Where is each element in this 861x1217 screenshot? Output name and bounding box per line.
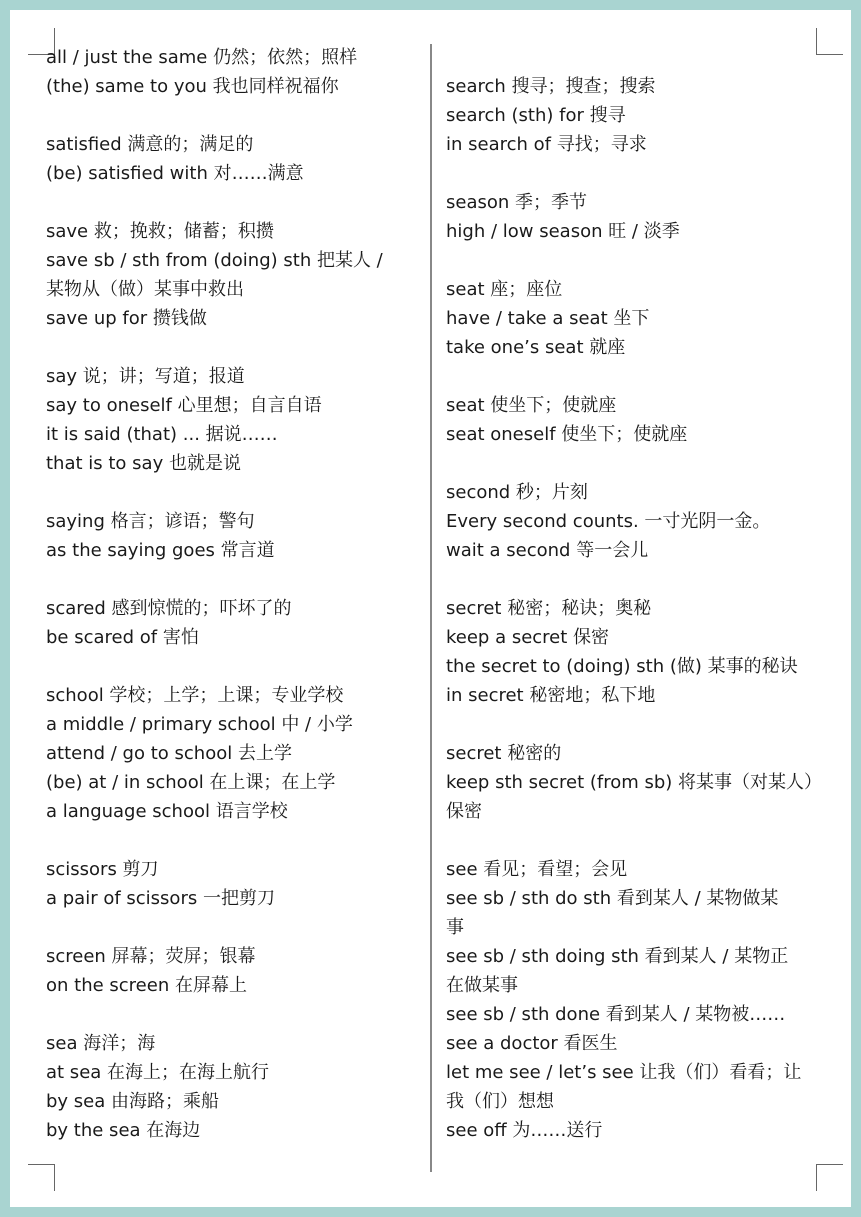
blank-line: [446, 710, 826, 739]
vocab-line: all / just the same 仍然；依然；照样: [46, 47, 358, 68]
blank-line: [46, 826, 416, 855]
vocab-line: 在做某事: [446, 975, 518, 996]
vocab-line: 事: [446, 917, 464, 938]
vocab-line: see sb / sth done 看到某人 / 某物被……: [446, 1004, 786, 1025]
vocab-line: have / take a seat 坐下: [446, 308, 650, 329]
vocab-line: see 看见；看望；会见: [446, 859, 628, 880]
vocab-line: satisfied 满意的；满足的: [46, 134, 254, 155]
crop-mark-bottom-left: [28, 1164, 55, 1191]
vocab-line: scissors 剪刀: [46, 859, 159, 880]
vocab-line: by the sea 在海边: [46, 1120, 201, 1141]
vocab-line: save 救；挽救；储蓄；积攒: [46, 221, 274, 242]
vocab-line: save up for 攒钱做: [46, 308, 207, 329]
vocab-line: secret 秘密的: [446, 743, 562, 764]
vocab-line: search 搜寻；搜查；搜索: [446, 76, 656, 97]
vocab-line: a pair of scissors 一把剪刀: [46, 888, 275, 909]
blank-line: [46, 101, 416, 130]
crop-mark-bottom-right: [816, 1164, 843, 1191]
vocab-line: keep a secret 保密: [446, 627, 610, 648]
vocab-line: say to oneself 心里想；自言自语: [46, 395, 322, 416]
vocab-line: 保密: [446, 801, 482, 822]
blank-line: [446, 159, 826, 188]
vocab-line: let me see / let’s see 让我（们）看看；让: [446, 1062, 802, 1083]
vocab-line: scared 感到惊慌的；吓坏了的: [46, 598, 292, 619]
blank-line: [46, 652, 416, 681]
vocab-line: 某物从（做）某事中救出: [46, 279, 244, 300]
vocab-line: 我（们）想想: [446, 1091, 554, 1112]
blank-line: [46, 333, 416, 362]
vocab-line: seat 使坐下；使就座: [446, 395, 617, 416]
vocab-line: be scared of 害怕: [46, 627, 199, 648]
vocab-line: see sb / sth do sth 看到某人 / 某物做某: [446, 888, 779, 909]
vocab-line: say 说；讲；写道；报道: [46, 366, 245, 387]
vocab-line: the secret to (doing) sth (做) 某事的秘诀: [446, 656, 798, 677]
vocab-line: attend / go to school 去上学: [46, 743, 292, 764]
blank-line: [446, 449, 826, 478]
blank-line: [46, 1000, 416, 1029]
vocab-line: (be) satisfied with 对……满意: [46, 163, 304, 184]
vocab-line: in secret 秘密地；私下地: [446, 685, 656, 706]
vocab-line: season 季；季节: [446, 192, 588, 213]
document-page: [10, 10, 851, 1207]
vocab-line: as the saying goes 常言道: [46, 540, 275, 561]
blank-line: [46, 188, 416, 217]
vocab-line: that is to say 也就是说: [46, 453, 241, 474]
blank-line: [446, 362, 826, 391]
vocab-line: save sb / sth from (doing) sth 把某人 /: [46, 250, 383, 271]
vocab-line: (the) same to you 我也同样祝福你: [46, 76, 339, 97]
vocab-line: take one’s seat 就座: [446, 337, 626, 358]
column-divider: [430, 44, 432, 1172]
vocab-line: seat 座；座位: [446, 279, 563, 300]
right-column: [446, 43, 826, 1145]
vocab-line: keep sth secret (from sb) 将某事（对某人）: [446, 772, 823, 793]
vocab-line: in search of 寻找；寻求: [446, 134, 647, 155]
vocab-line: see a doctor 看医生: [446, 1033, 618, 1054]
vocab-line: a language school 语言学校: [46, 801, 288, 822]
vocab-line: secret 秘密；秘诀；奥秘: [446, 598, 652, 619]
vocab-line: second 秒；片刻: [446, 482, 588, 503]
vocab-line: screen 屏幕；荧屏；银幕: [46, 946, 256, 967]
vocab-line: by sea 由海路；乘船: [46, 1091, 220, 1112]
vocab-line: seat oneself 使坐下；使就座: [446, 424, 688, 445]
vocab-line: at sea 在海上；在海上航行: [46, 1062, 270, 1083]
blank-line: [446, 826, 826, 855]
vocab-line: school 学校；上学；上课；专业学校: [46, 685, 344, 706]
blank-line: [446, 43, 826, 72]
vocab-line: it is said (that) ... 据说……: [46, 424, 278, 445]
vocab-line: a middle / primary school 中 / 小学: [46, 714, 353, 735]
vocab-line: Every second counts. 一寸光阴一金。: [446, 511, 771, 532]
blank-line: [446, 246, 826, 275]
blank-line: [46, 478, 416, 507]
vocab-line: search (sth) for 搜寻: [446, 105, 626, 126]
vocab-line: on the screen 在屏幕上: [46, 975, 247, 996]
vocab-line: see sb / sth doing sth 看到某人 / 某物正: [446, 946, 789, 967]
vocab-line: sea 海洋；海: [46, 1033, 156, 1054]
vocab-line: (be) at / in school 在上课；在上学: [46, 772, 336, 793]
blank-line: [46, 913, 416, 942]
vocab-line: wait a second 等一会儿: [446, 540, 649, 561]
blank-line: [446, 565, 826, 594]
vocab-line: saying 格言；谚语；警句: [46, 511, 255, 532]
blank-line: [46, 565, 416, 594]
vocab-line: high / low season 旺 / 淡季: [446, 221, 680, 242]
left-column: [46, 43, 416, 1145]
vocab-line: see off 为……送行: [446, 1120, 603, 1141]
